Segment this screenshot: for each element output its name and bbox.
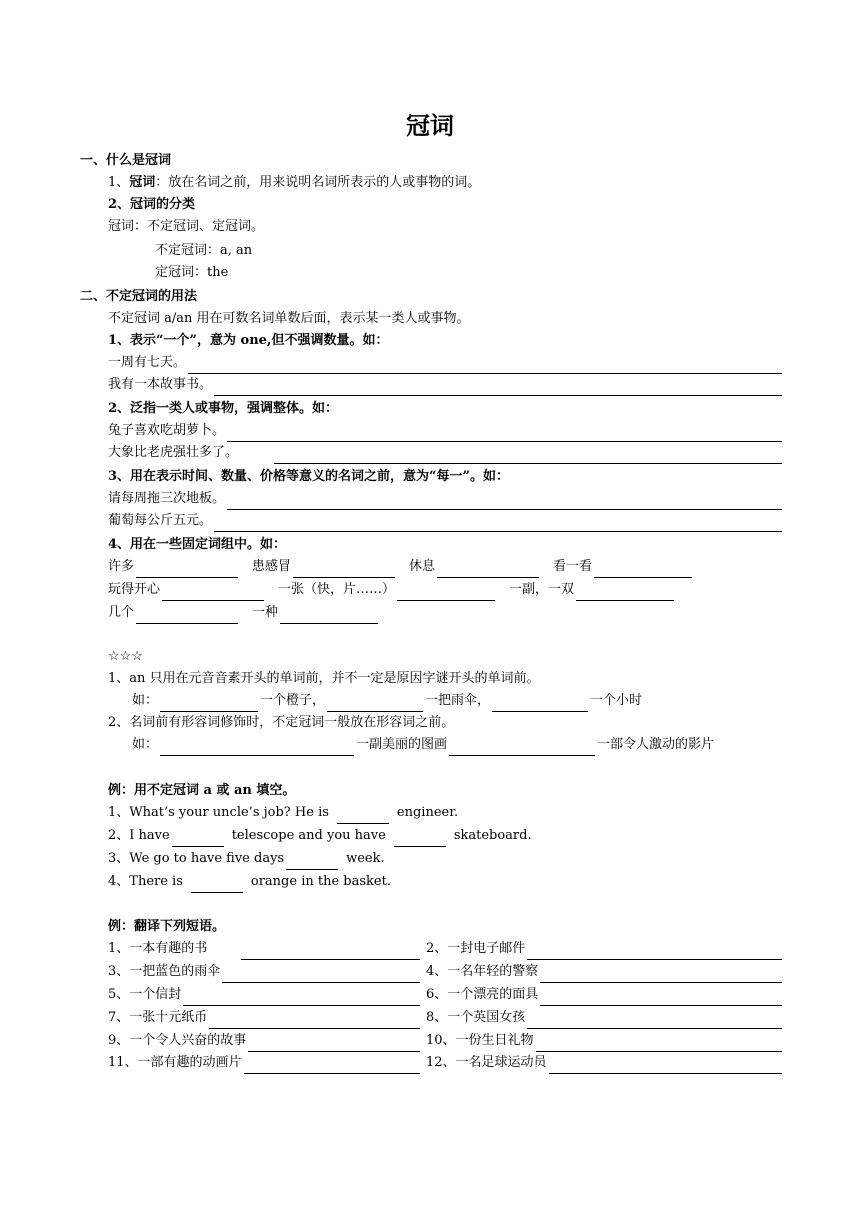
answer-blank[interactable]	[162, 585, 264, 601]
answer-blank[interactable]	[214, 516, 782, 532]
answer-blank[interactable]	[527, 944, 782, 960]
phrase-prompt: 5、一个信封	[108, 987, 182, 1002]
phrase-prompt: 1、一本有趣的书	[108, 941, 208, 956]
classification-line: 冠词：不定冠词、定冠词。	[108, 219, 265, 234]
exercise-1-heading: 例：用不定冠词 a 或 an 填空。	[108, 783, 296, 798]
classification-heading: 2、冠词的分类	[108, 197, 196, 212]
example-label: 如：	[132, 737, 159, 752]
exercise-1-question-2	[108, 825, 532, 847]
answer-blank[interactable]	[241, 944, 420, 960]
answer-blank[interactable]	[209, 1013, 420, 1029]
phrase-prompt: 4、一名年轻的警察	[426, 964, 539, 979]
answer-blank[interactable]	[248, 1036, 420, 1052]
answer-blank[interactable]	[327, 696, 423, 712]
translation-item-11	[108, 1052, 420, 1074]
example-text: 一部令人激动的影片	[597, 737, 715, 752]
answer-blank[interactable]	[222, 967, 420, 983]
answer-blank[interactable]	[549, 1058, 782, 1074]
translation-item-6	[426, 984, 782, 1006]
rule-3-heading: 3、用在表示时间、数量、价格等意义的名词之前，意为“每一”。如：	[108, 469, 510, 484]
definition-term: 冠词	[129, 175, 156, 190]
rule-2-example-1	[108, 420, 782, 442]
translation-item-8	[426, 1007, 782, 1029]
answer-blank[interactable]	[160, 740, 354, 756]
answer-blank[interactable]	[136, 562, 238, 578]
answer-blank[interactable]	[337, 808, 389, 824]
rule-2-heading: 2、泛指一类人或事物，强调整体。如：	[108, 401, 339, 416]
section-2-heading: 二、不定冠词的用法	[80, 289, 198, 304]
example-text: 葡萄每公斤五元。	[108, 513, 213, 528]
note-1: 1、an 只用在元音音素开头的单词前，并不一定是原因字谜开头的单词前。	[108, 671, 540, 686]
section-1-heading: 一、什么是冠词	[80, 153, 172, 168]
section-2-intro: 不定冠词 a/an 用在可数名词单数后面，表示某一类人或事物。	[108, 311, 470, 326]
answer-blank[interactable]	[191, 877, 243, 893]
phrase-prompt: 12、一名足球运动员	[426, 1055, 547, 1070]
example-text: 兔子喜欢吃胡萝卜。	[108, 423, 226, 438]
indefinite-article-line: 不定冠词：a, an	[155, 243, 253, 258]
note-2-examples	[132, 734, 714, 756]
exercise-1-question-3	[108, 848, 385, 870]
answer-blank[interactable]	[397, 585, 495, 601]
answer-blank[interactable]	[244, 1058, 420, 1074]
translation-item-9	[108, 1030, 420, 1052]
translation-item-2	[426, 938, 782, 960]
example-text: 一个橙子，	[260, 693, 326, 708]
answer-blank[interactable]	[540, 990, 782, 1006]
answer-blank[interactable]	[214, 380, 782, 396]
definition-line	[108, 172, 480, 194]
rule-3-example-1	[108, 488, 782, 510]
definition-text: ：放在名词之前，用来说明名词所表示的人或事物的词。	[155, 175, 481, 190]
example-text: 一个小时	[590, 693, 643, 708]
rule-1-example-1	[108, 352, 782, 374]
answer-blank[interactable]	[449, 740, 595, 756]
translation-item-1	[108, 938, 420, 960]
phrase-label: 一张（快，片……）	[278, 582, 396, 597]
rule-1-example-2	[108, 374, 782, 396]
answer-blank[interactable]	[594, 562, 692, 578]
answer-blank[interactable]	[227, 494, 782, 510]
exercise-2-heading: 例：翻译下列短语。	[108, 919, 226, 934]
phrase-label: 患感冒	[252, 559, 292, 574]
page-title: 冠词	[406, 112, 454, 140]
exercise-1-question-4	[108, 871, 391, 893]
phrase-label: 一副，一双	[509, 582, 575, 597]
phrase-prompt: 11、一部有趣的动画片	[108, 1055, 242, 1070]
phrase-row-2	[108, 579, 676, 601]
phrase-prompt: 3、一把蓝色的雨伞	[108, 964, 221, 979]
definition-number: 1、	[108, 175, 130, 190]
question-text: engineer.	[396, 805, 459, 820]
answer-blank[interactable]	[274, 448, 782, 464]
rule-3-example-2	[108, 510, 782, 532]
note-1-examples	[132, 690, 642, 712]
translation-item-12	[426, 1052, 782, 1074]
exercise-1-question-1	[108, 802, 458, 824]
example-text: 我有一本故事书。	[108, 377, 213, 392]
answer-blank[interactable]	[280, 608, 378, 624]
question-text: week.	[346, 851, 385, 866]
translation-item-10	[426, 1030, 782, 1052]
rule-2-example-2	[108, 442, 782, 464]
answer-blank[interactable]	[527, 1013, 782, 1029]
answer-blank[interactable]	[160, 696, 258, 712]
question-text: 4、There is	[108, 874, 183, 889]
example-text: 大象比老虎强壮多了。	[108, 445, 239, 460]
translation-item-4	[426, 961, 782, 983]
answer-blank[interactable]	[286, 854, 338, 870]
phrase-label: 一种	[252, 605, 279, 620]
answer-blank[interactable]	[540, 967, 782, 983]
definite-article-line: 定冠词：the	[155, 265, 229, 280]
phrase-prompt: 9、一个令人兴奋的故事	[108, 1033, 247, 1048]
answer-blank[interactable]	[536, 1036, 782, 1052]
answer-blank[interactable]	[136, 608, 238, 624]
phrase-prompt: 7、一张十元纸币	[108, 1010, 208, 1025]
rule-1-heading: 1、表示“一个”，意为 one,但不强调数量。如：	[108, 333, 389, 348]
answer-blank[interactable]	[188, 358, 782, 374]
phrase-prompt: 8、一个英国女孩	[426, 1010, 526, 1025]
phrase-label: 许多	[108, 559, 135, 574]
answer-blank[interactable]	[183, 990, 420, 1006]
answer-blank[interactable]	[394, 831, 446, 847]
question-text: 3、We go to have five days	[108, 851, 285, 866]
example-label: 如：	[132, 693, 159, 708]
example-text: 请每周拖三次地板。	[108, 491, 226, 506]
phrase-label: 几个	[108, 605, 135, 620]
example-text: 一副美丽的图画	[356, 737, 448, 752]
answer-blank[interactable]	[576, 585, 674, 601]
question-text: skateboard.	[453, 828, 532, 843]
answer-blank[interactable]	[293, 562, 395, 578]
translation-item-5	[108, 984, 420, 1006]
translation-item-7	[108, 1007, 420, 1029]
phrase-prompt: 2、一封电子邮件	[426, 941, 526, 956]
answer-blank[interactable]	[492, 696, 588, 712]
phrase-label: 看一看	[553, 559, 593, 574]
example-text: 一周有七天。	[108, 355, 187, 370]
answer-blank[interactable]	[172, 831, 224, 847]
question-text: telescope and you have	[231, 828, 386, 843]
rule-4-heading: 4、用在一些固定词组中。如：	[108, 537, 287, 552]
note-2: 2、名词前有形容词修饰时，不定冠词一般放在形容词之前。	[108, 715, 455, 730]
phrase-row-3	[108, 602, 380, 624]
question-text: 1、What’s your uncle’s job? He is	[108, 805, 329, 820]
answer-blank[interactable]	[437, 562, 539, 578]
phrase-label: 玩得开心	[108, 582, 161, 597]
answer-blank[interactable]	[227, 426, 782, 442]
phrase-prompt: 6、一个漂亮的面具	[426, 987, 539, 1002]
question-text: 2、I have	[108, 828, 170, 843]
phrase-label: 休息	[409, 559, 436, 574]
example-text: 一把雨伞，	[425, 693, 491, 708]
star-icons: ☆☆☆	[108, 649, 143, 664]
translation-item-3	[108, 961, 420, 983]
phrase-prompt: 10、一份生日礼物	[426, 1033, 534, 1048]
phrase-row-1	[108, 556, 694, 578]
question-text: orange in the basket.	[250, 874, 391, 889]
